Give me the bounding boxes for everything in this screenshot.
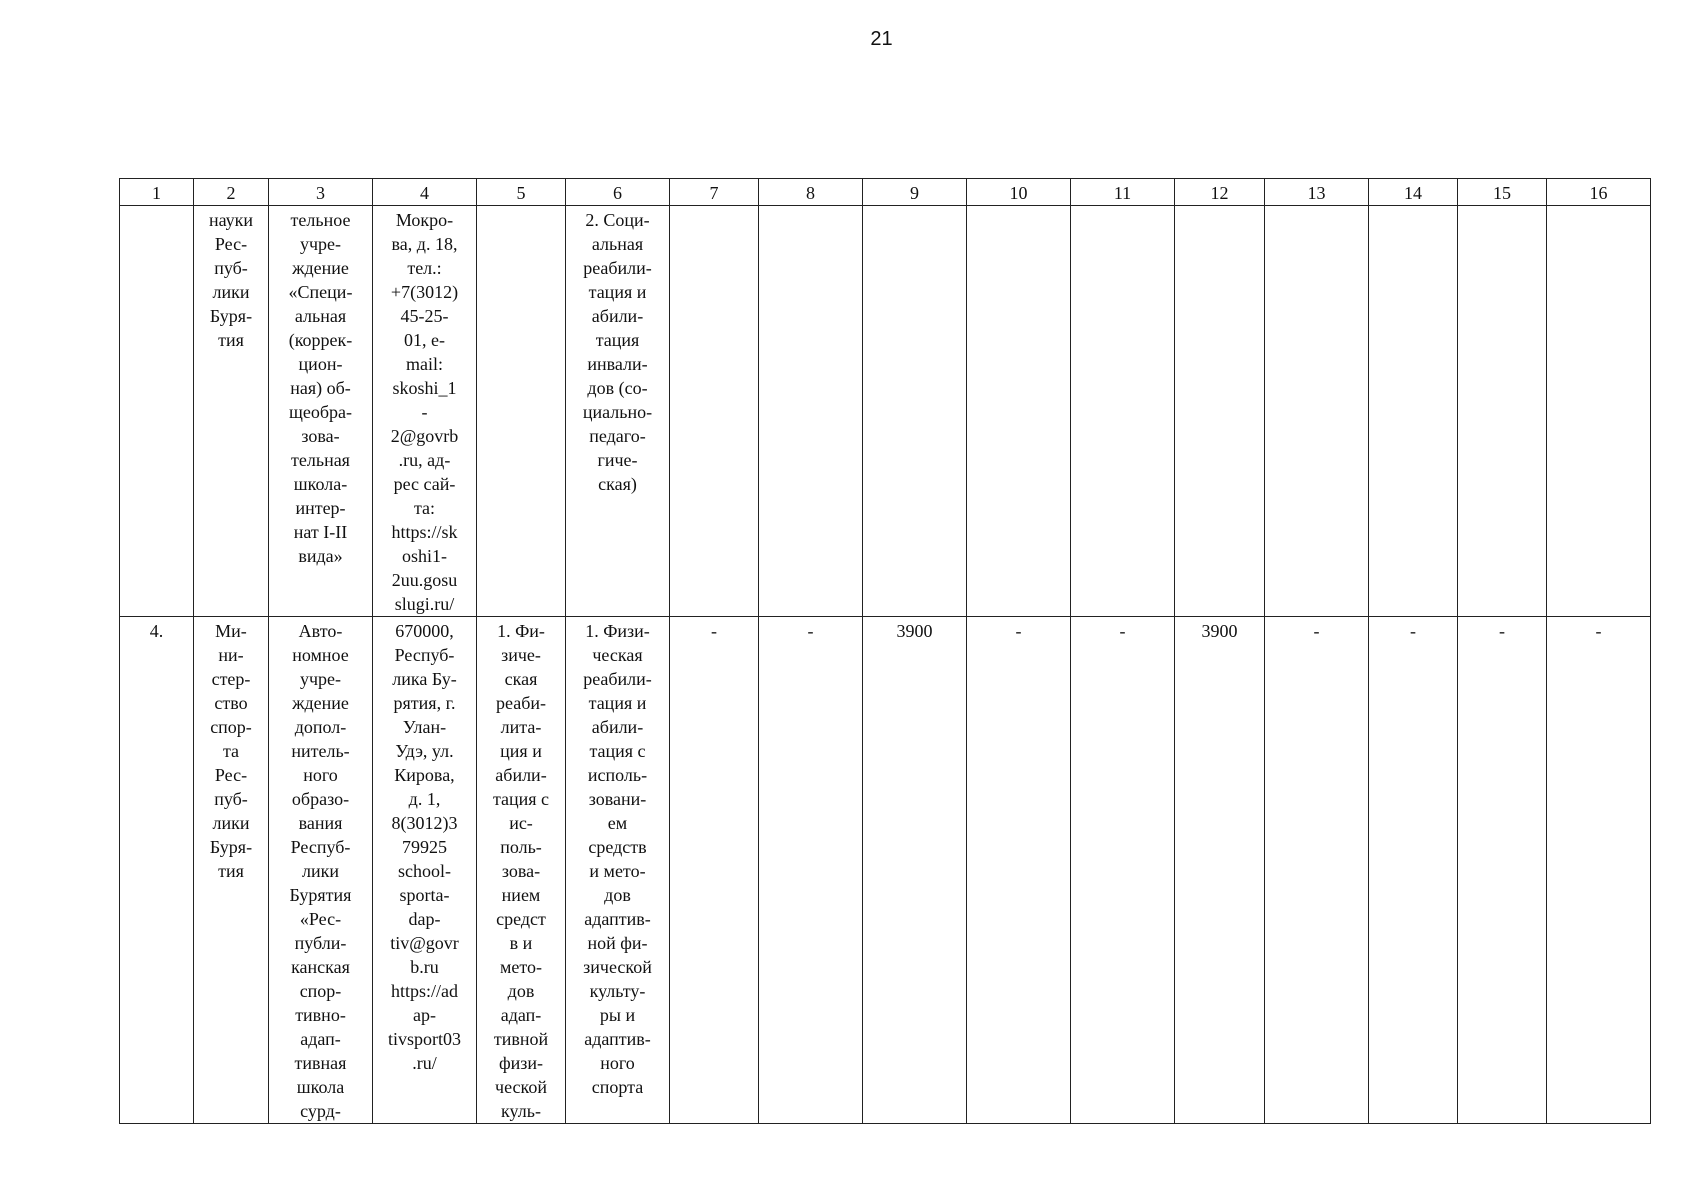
column-header: 15 [1458,179,1547,206]
column-header: 16 [1547,179,1651,206]
table-cell [1175,206,1265,617]
column-header: 9 [863,179,967,206]
table-cell: 670000, Респуб- лика Бу- рятия, г. Улан- Удэ, ул. Кирова, д. 1, 8(3012)3 79925 school- sporta- dap- tiv@govr b.ru https://ad ap- tivsport03 .ru/ [373,617,477,1124]
column-number-row [120,179,1651,206]
table-cell: тельное учре- ждение «Специ- альная (коррек- цион- ная) об- щеобра- зова- тельная школа- интер- нат I-II вида» [269,206,373,617]
table-cell: - [1071,617,1175,1124]
column-header: 8 [759,179,863,206]
table-cell: 2. Соци- альная реабили- тация и абили- тация инвали- дов (со- циально- педаго- гиче- ская) [566,206,670,617]
table-cell: 3900 [1175,617,1265,1124]
column-header: 10 [967,179,1071,206]
table-cell [1265,206,1369,617]
table-cell: - [759,617,863,1124]
table-cell: - [967,617,1071,1124]
column-header: 11 [1071,179,1175,206]
table-cell: Ми- ни- стер- ство спор- та Рес- пуб- лики Буря- тия [194,617,269,1124]
table-cell [1071,206,1175,617]
table-cell: - [670,617,759,1124]
table-cell: 1. Фи- зиче- ская реаби- лита- ция и абили- тация с ис- поль- зова- нием средст в и мето- дов адап- тивной физи- ческой куль- [477,617,566,1124]
table-cell [759,206,863,617]
table-cell [670,206,759,617]
column-header: 6 [566,179,670,206]
column-header: 2 [194,179,269,206]
page-number: 21 [870,28,893,50]
table-row [120,617,1651,1124]
column-header: 1 [120,179,194,206]
table-cell: - [1458,617,1547,1124]
table-cell: - [1369,617,1458,1124]
table-cell: Мокро- ва, д. 18, тел.: +7(3012) 45-25- 01, e- mail: skoshi_1 - 2@govrb .ru, ад- рес сай- та: https://sk oshi1- 2uu.gosu slugi.ru/ [373,206,477,617]
services-table [119,178,1651,1124]
column-header: 5 [477,179,566,206]
column-header: 14 [1369,179,1458,206]
table-cell [1458,206,1547,617]
table-cell: 3900 [863,617,967,1124]
table-cell: науки Рес- пуб- лики Буря- тия [194,206,269,617]
table-row [120,206,1651,617]
table-cell [1547,206,1651,617]
table-cell: Авто- номное учре- ждение допол- нитель- ного образо- вания Респуб- лики Бурятия «Рес- публи- канская спор- тивно- адап- тивная школа сурд- [269,617,373,1124]
table-cell: 4. [120,617,194,1124]
table-cell [120,206,194,617]
column-header: 12 [1175,179,1265,206]
column-header: 3 [269,179,373,206]
table-cell: 1. Физи- ческая реабили- тация и абили- тация с исполь- зовани- ем средств и мето- дов адаптив- ной фи- зической культу- ры и адаптив- ного спорта [566,617,670,1124]
column-header: 13 [1265,179,1369,206]
table-cell [477,206,566,617]
table-cell: - [1265,617,1369,1124]
column-header: 7 [670,179,759,206]
table-cell [1369,206,1458,617]
table-cell [863,206,967,617]
table-cell [967,206,1071,617]
column-header: 4 [373,179,477,206]
table-cell: - [1547,617,1651,1124]
